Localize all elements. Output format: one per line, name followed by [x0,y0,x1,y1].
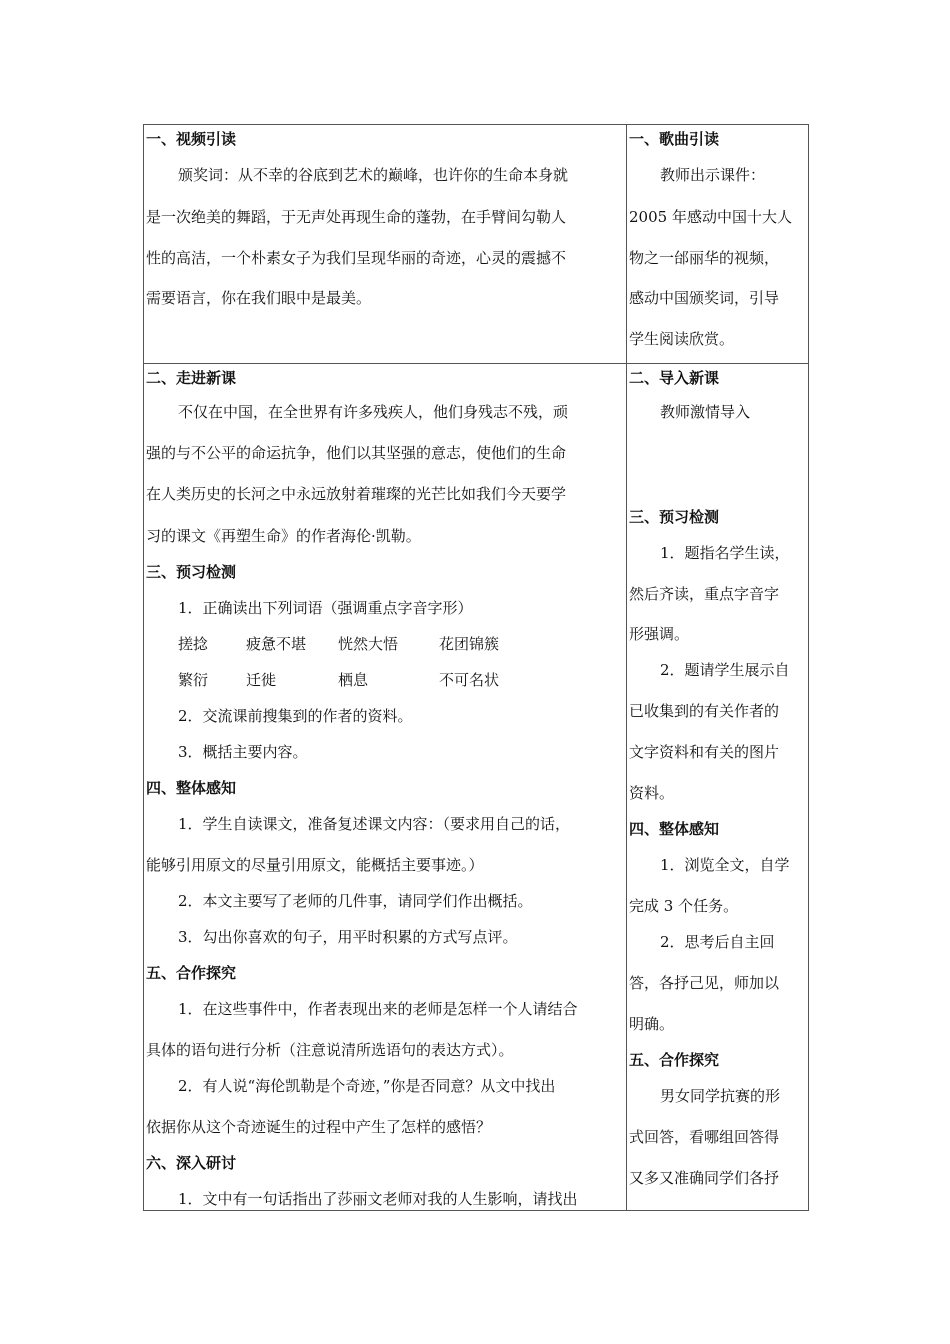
text-line: 教师出示课件： [660,166,766,184]
text-line: 1．在这些事件中，作者表现出来的老师是怎样一个人请结合 [178,1000,578,1018]
text-line: 答，各抒己见，师加以 [629,974,780,992]
text-line: 强的与不公平的命运抗争，他们以其坚强的意志，使他们的生命 [146,444,567,462]
text-line: 1．学生自读课文，准备复述课文内容：（要求用自己的话， [178,815,571,833]
section-heading: 三、预习检测 [146,563,237,581]
text-line: 3．概括主要内容。 [178,743,308,761]
text-line: 性的高洁，一个朴素女子为我们呈现华丽的奇迹，心灵的震撼不 [146,249,567,267]
text-line: 2．有人说“海伦凯勒是个奇迹，”你是否同意？从文中找出 [178,1077,556,1095]
vocabulary-word: 不可名状 [439,671,500,689]
text-line: 习的课文《再塑生命》的作者海伦·凯勒。 [146,527,421,545]
text-line: 2．思考后自主回 [660,933,775,951]
text-line: 又多又准确同学们各抒 [629,1169,780,1187]
text-line: 在人类历史的长河之中永远放射着璀璨的光芒比如我们今天要学 [146,485,567,503]
vocabulary-word: 恍然大悟 [338,635,399,653]
text-line: 是一次绝美的舞蹈，于无声处再现生命的蓬勃，在手臂间勾勒人 [146,208,567,226]
section-heading: 二、导入新课 [629,369,720,387]
text-line: 明确。 [629,1015,675,1033]
right-cell-teacher-activities [627,364,809,1211]
section-heading: 三、预习检测 [629,508,720,526]
text-line: 3．勾出你喜欢的句子，用平时积累的方式写点评。 [178,928,518,946]
section-heading: 四、整体感知 [146,779,237,797]
text-line: 1．题指名学生读， [660,544,790,562]
text-line: 需要语言，你在我们眼中是最美。 [146,289,372,307]
text-line: 具体的语句进行分析（注意说清所选语句的表达方式）。 [146,1041,514,1059]
section-heading: 五、合作探究 [146,964,237,982]
text-line: 式回答，看哪组回答得 [629,1128,780,1146]
section-heading: 一、歌曲引读 [629,130,720,148]
vocabulary-word: 栖息 [338,671,369,689]
text-line: 感动中国颁奖词，引导 [629,289,780,307]
section-heading: 二、走进新课 [146,369,237,387]
vocabulary-word: 搓捻 [178,635,209,653]
text-line: 2．本文主要写了老师的几件事，请同学们作出概括。 [178,892,533,910]
text-line: 形强调。 [629,625,690,643]
text-line: 然后齐读，重点字音字 [629,585,780,603]
text-line: 男女同学抗赛的形 [660,1087,781,1105]
text-line: 1．浏览全文，自学 [660,856,790,874]
text-line: 文字资料和有关的图片 [629,743,780,761]
text-line: 完成 3 个任务。 [629,897,739,915]
text-line: 2．交流课前搜集到的作者的资料。 [178,707,413,725]
section-heading: 五、合作探究 [629,1051,720,1069]
text-line: 依据你从这个奇迹诞生的过程中产生了怎样的感悟？ [146,1118,492,1136]
table-row [144,364,809,1211]
text-line: 物之一邰丽华的视频， [629,249,780,267]
text-line: 颁奖词：从不幸的谷底到艺术的巅峰，也许你的生命本身就 [178,166,569,184]
section-heading: 四、整体感知 [629,820,720,838]
lesson-plan-table [143,124,809,1211]
right-cell-song-reading [627,125,809,364]
text-line: 已收集到的有关作者的 [629,702,780,720]
text-line: 1．正确读出下列词语（强调重点字音字形） [178,599,473,617]
text-line: 2．题请学生展示自 [660,661,790,679]
text-line: 资料。 [629,784,675,802]
vocabulary-word: 疲惫不堪 [246,635,307,653]
section-heading: 一、视频引读 [146,130,237,148]
text-line: 能够引用原文的尽量引用原文，能概括主要事迹。） [146,856,484,874]
left-cell-video-reading [144,125,627,364]
left-cell-main-lesson [144,364,627,1211]
vocabulary-word: 迁徙 [246,671,277,689]
text-line: 不仅在中国，在全世界有许多残疾人，他们身残志不残，顽 [178,403,569,421]
table-row [144,125,809,364]
text-line: 教师激情导入 [660,403,751,421]
text-line: 学生阅读欣赏。 [629,330,735,348]
text-line: 1．文中有一句话指出了莎丽文老师对我的人生影响，请找出 [178,1190,578,1208]
vocabulary-word: 繁衍 [178,671,209,689]
text-line: 2005 年感动中国十大人 [629,208,792,226]
section-heading: 六、深入研讨 [146,1154,237,1172]
vocabulary-word: 花团锦簇 [439,635,500,653]
